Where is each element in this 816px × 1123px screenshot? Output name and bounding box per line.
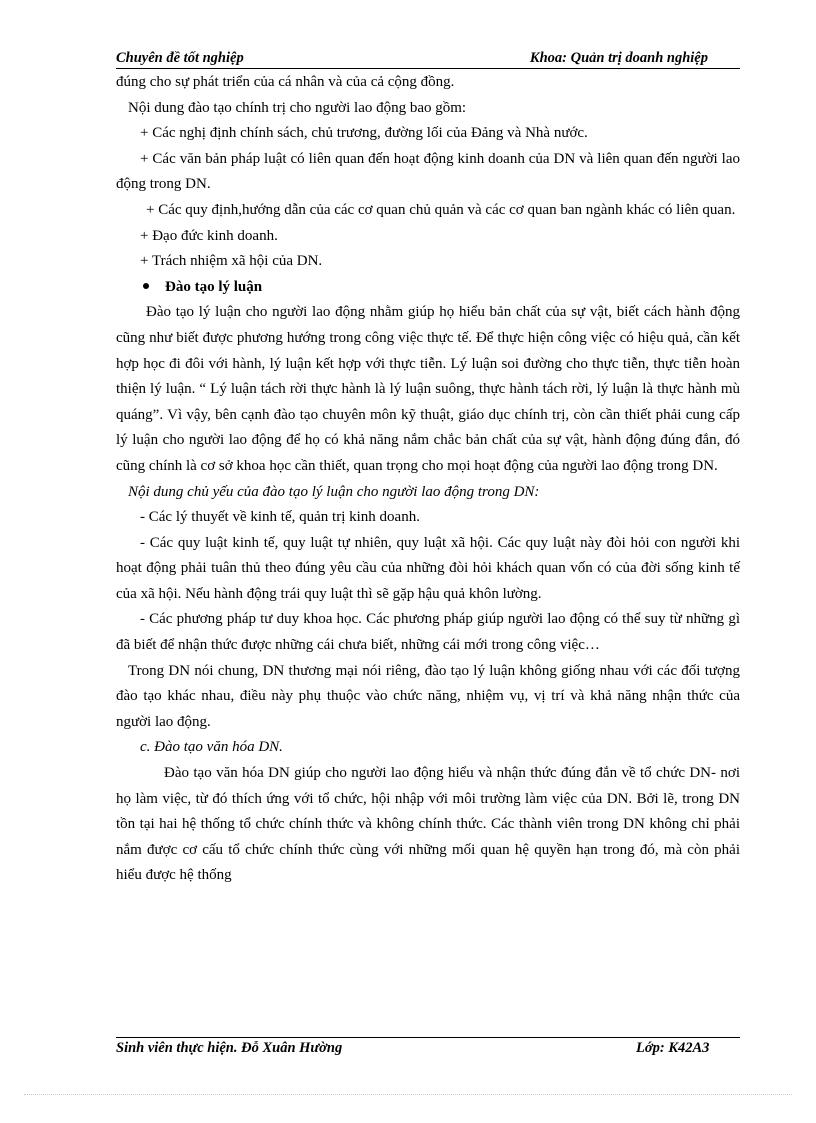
section-heading-text: Đào tạo lý luận (165, 278, 263, 295)
list-item: + Đạo đức kinh doanh. (140, 227, 278, 244)
list-item: - Các quy luật kinh tế, quy luật tự nhiên, quy luật xã hội. Các quy luật này đòi hỏi con người khi hoạt động phải tuân thủ theo đúng yêu cầu của những đòi hỏi khách quan vốn có của đời sống kinh tế của xã hội. Nếu hành động trái quy luật thì sẽ gặp hậu quả khôn lường. (116, 534, 740, 602)
list-item: + Trách nhiệm xã hội của DN. (140, 253, 323, 270)
paragraph: Nội dung đào tạo chính trị cho người lao động bao gồm: (128, 99, 467, 116)
paragraph: Đào tạo văn hóa DN giúp cho người lao động hiểu và nhận thức đúng đắn về tổ chức DN- nơi họ làm việc, từ đó thích ứng với tổ chức, hội nhập với môi trường làm việc của DN. Bởi lẽ, trong DN tồn tại hai hệ thống tổ chức chính thức và không chính thức. Các thành viên trong DN không chỉ phải nắm được cơ cấu tổ chức chính thức cùng với những mối quan hệ quyền hạn trong đó, mà còn phải hiểu được hệ thống (116, 765, 740, 884)
footer-divider (116, 1037, 740, 1038)
list-item: + Các văn bản pháp luật có liên quan đến hoạt động kinh doanh của DN và liên quan đến người lao động trong DN. (116, 150, 740, 193)
footer-class: Lớp: K42A3 (636, 1040, 710, 1056)
page-edge-divider (24, 1094, 792, 1095)
paragraph: đúng cho sự phát triển của cá nhân và của cả cộng đồng. (116, 74, 455, 90)
list-item: + Các quy định,hướng dẫn của các cơ quan chủ quản và các cơ quan ban ngành khác có liên quan. (146, 201, 736, 218)
section-heading (116, 275, 740, 301)
section-heading: c. Đào tạo văn hóa DN. (140, 739, 283, 756)
list-item: - Các phương pháp tư duy khoa học. Các phương pháp giúp người lao động có thể suy từ những gì đã biết để nhận thức được những cái chưa biết, những cái mới trong công việc… (116, 611, 740, 654)
paragraph: Trong DN nói chung, DN thương mại nói riêng, đào tạo lý luận không giống nhau với các đối tượng đào tạo khác nhau, điều này phụ thuộc vào chức năng, nhiệm vụ, vị trí và khả năng nhận thức của người lao động. (116, 662, 740, 730)
list-item: - Các lý thuyết về kinh tế, quản trị kinh doanh. (140, 509, 420, 526)
document-body (116, 70, 740, 889)
footer-student: Sinh viên thực hiện. Đỗ Xuân Hường (116, 1040, 343, 1056)
bullet-icon (143, 283, 149, 289)
header-faculty: Khoa: Quản trị doanh nghiệp (529, 50, 708, 66)
page-header (116, 48, 740, 69)
subsection-heading: Nội dung chủ yếu của đào tạo lý luận cho người lao động trong DN: (128, 483, 540, 500)
paragraph: Đào tạo lý luận cho người lao động nhằm giúp họ hiểu bản chất của sự vật, biết cách hành động cũng như biết được phương hướng trong công việc thực tế. Để thực hiện công việc có hiệu quả, cần kết hợp học đi đôi với hành, lý luận kết hợp với thực tiễn. Lý luận soi đường cho thực tiễn, thực tiễn hoàn thiện lý luận. “ Lý luận tách rời thực hành là lý luận suông, thực hành tách rời, lý luận là thực hành mù quáng”. Vì vậy, bên cạnh đào tạo chuyên môn kỹ thuật, giáo dục chính trị, còn cần thiết phải cung cấp lý luận cho người lao động để họ có khả năng nắm chắc bản chất của sự vật, hành động đúng đắn, đó cũng chính là cơ sở khoa học cần thiết, quan trọng cho mọi hoạt động của người lao động trong DN. (116, 304, 740, 474)
page-footer (116, 1040, 740, 1060)
header-thesis-title: Chuyên đề tốt nghiệp (116, 50, 244, 66)
list-item: + Các nghị định chính sách, chủ trương, đường lối của Đảng và Nhà nước. (140, 125, 588, 142)
